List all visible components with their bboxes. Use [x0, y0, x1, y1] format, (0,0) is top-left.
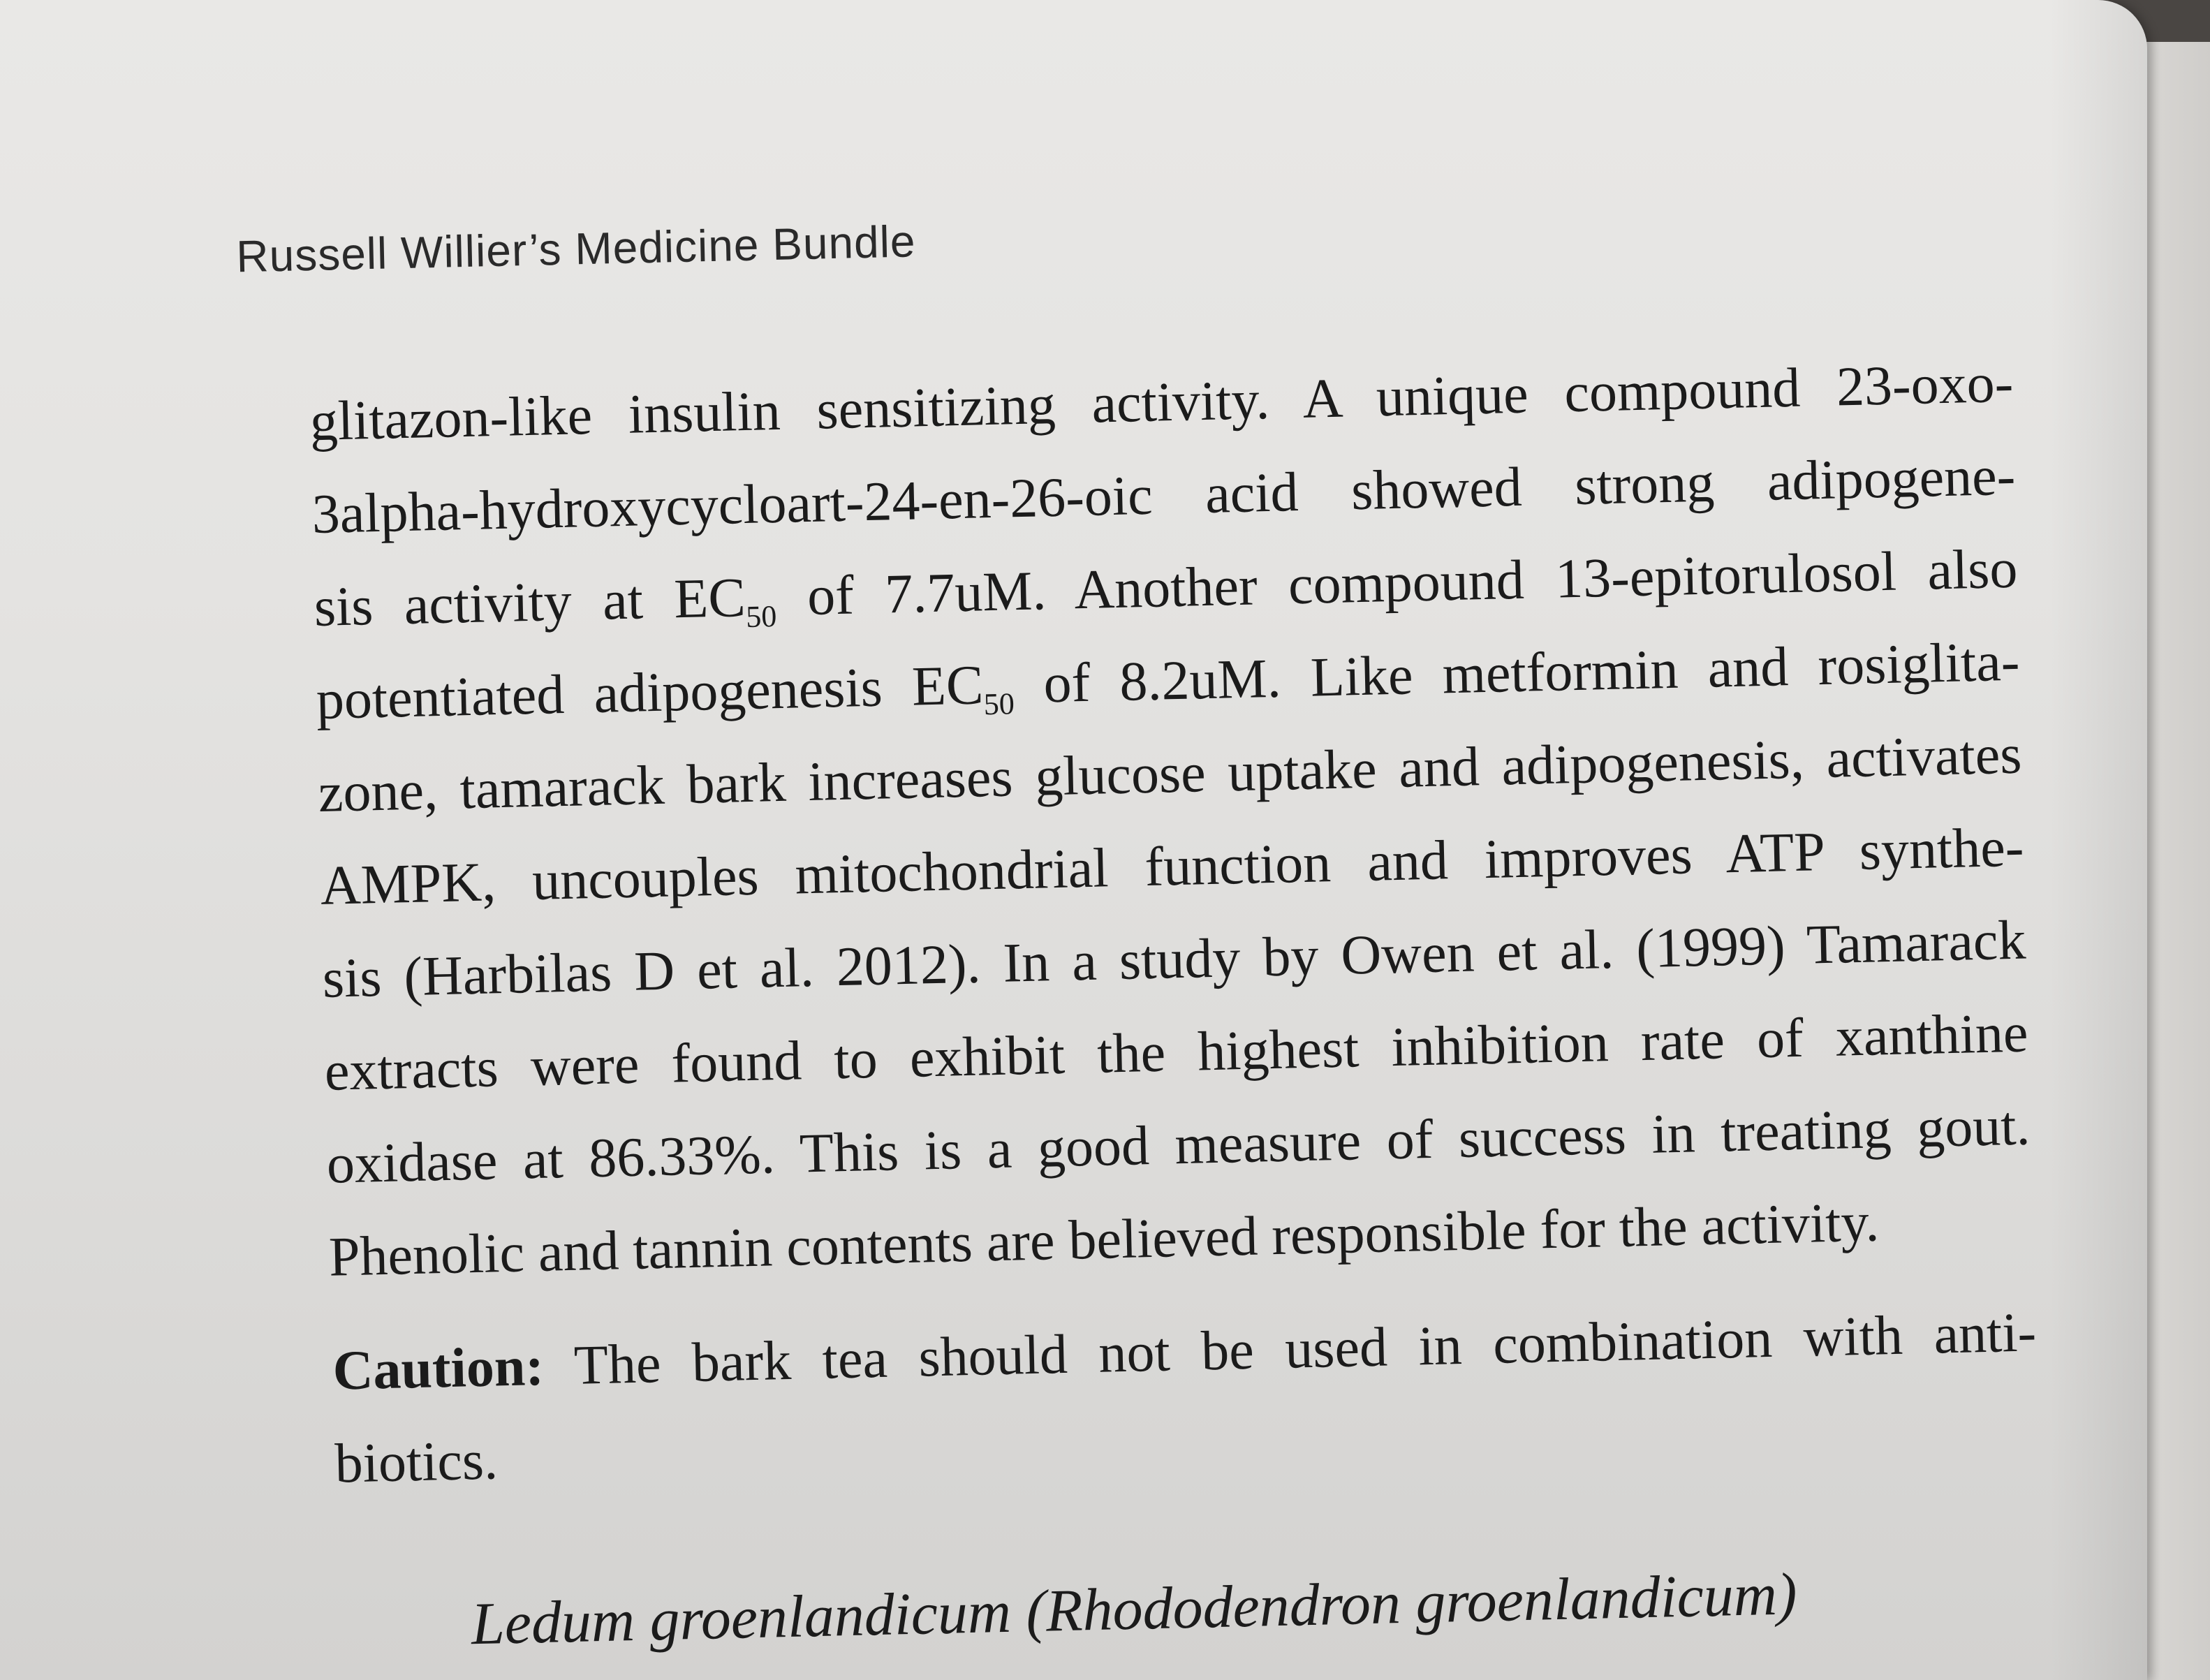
paragraph-line: oxidase at 86.33%. This is a good measure of success in treating gout. [325, 1095, 2031, 1195]
paragraph-line: 3alpha-hydroxycycloart-24-en-26-oic acid showed strong adipogene- [311, 445, 2017, 546]
subscript: 50 [983, 686, 1015, 722]
paragraph-line: sis (Harbilas D et al. 2012). In a study by Owen et al. (1999) Tamarack [321, 909, 2027, 1010]
body-paragraph [309, 337, 2033, 1304]
line-text: potentiated adipogenesis EC [315, 654, 985, 731]
caution-text: The bark tea should not be used in combination with anti- [543, 1302, 2038, 1397]
paragraph-line: extracts were found to exhibit the highest inhibition rate of xanthine [323, 1002, 2029, 1103]
subscript: 50 [745, 598, 777, 634]
line-text: of 7.7uM. Another compound 13-epitorulosol also [775, 538, 2019, 628]
paragraph-line: glitazon-like insulin sensitizing activity. A unique compound 23-oxo- [309, 352, 2014, 453]
caution-line: biotics. [334, 1429, 499, 1495]
paragraph-line: AMPK, uncouples mitochondrial function and improves ATP synthe- [319, 816, 2025, 917]
running-header: Russell Willier’s Medicine Bundle [235, 216, 917, 282]
species-heading: Ledum groenlandicum (Rhododendron groenlandicum) [470, 1560, 1798, 1658]
caution-label: Caution: [332, 1335, 545, 1402]
paragraph-line: zone, tamarack bark increases glucose uptake and adipogenesis, activates [317, 723, 2023, 824]
line-text: sis activity at EC [313, 567, 746, 639]
caution-note [332, 1286, 2039, 1510]
line-text: of 8.2uM. Like metformin and rosiglita- [1013, 631, 2021, 716]
paragraph-line: Phenolic and tannin contents are believed responsible for the activity. [327, 1191, 1880, 1288]
